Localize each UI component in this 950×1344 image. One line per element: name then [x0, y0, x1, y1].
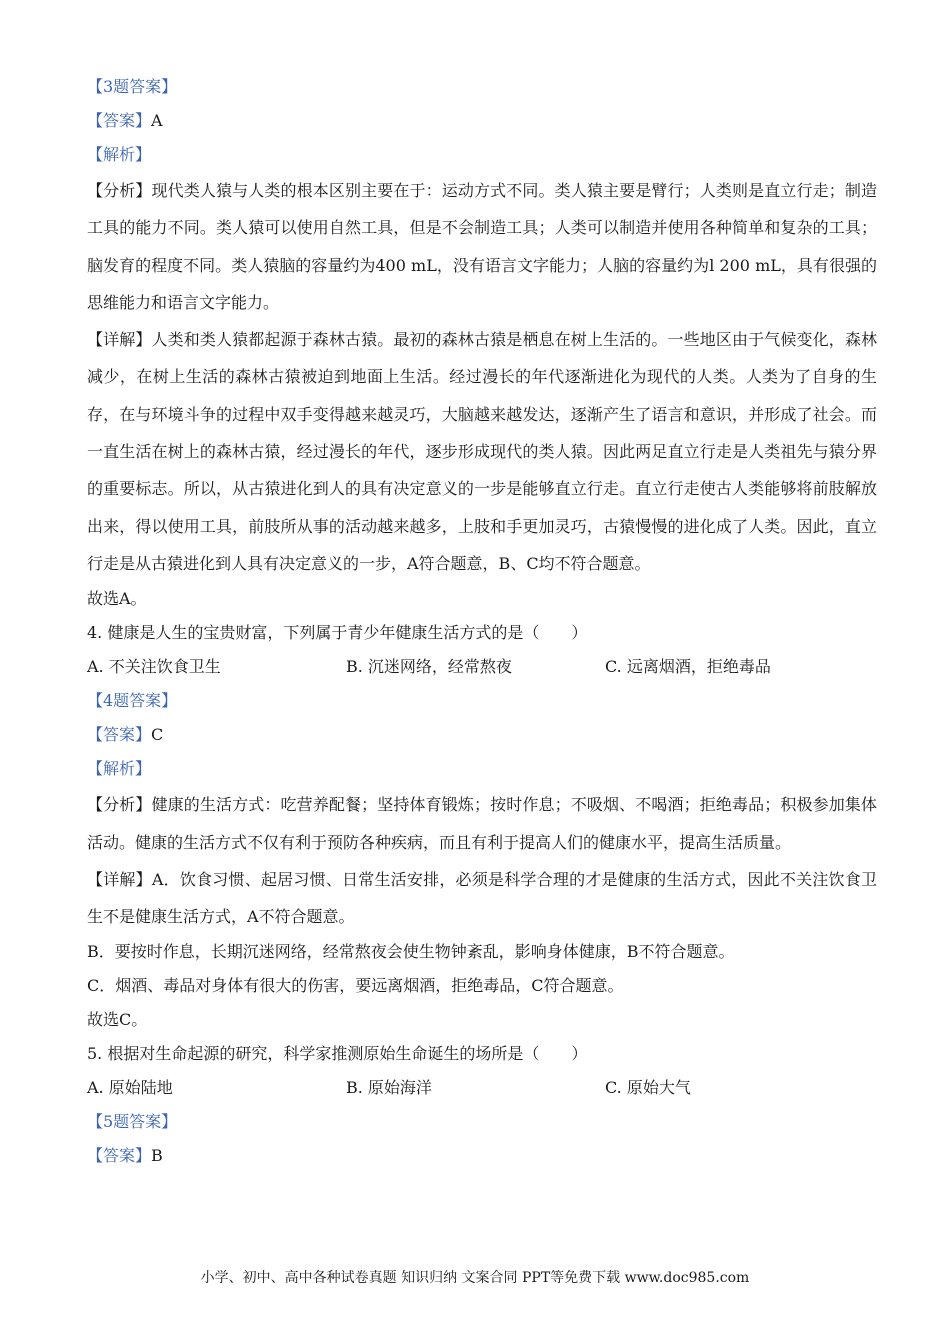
q4-options — [87, 650, 877, 684]
q3-conclusion: 故选A。 — [87, 589, 147, 609]
q3-fenxi-label: 【分析】 — [87, 181, 152, 200]
q5-options — [87, 1071, 877, 1105]
q4-fenxi-text: 健康的生活方式：吃营养配餐；坚持体育锻炼；按时作息；不吸烟、不喝酒；拒绝毒品；积极参加集体活动。健康的生活方式不仅有利于预防各种疾病，而且有利于提高人们的健康水平，提高生活质量。 — [87, 795, 877, 852]
q3-answer-header: 【3题答案】 — [87, 77, 178, 96]
q3-answer-value: A — [151, 111, 163, 130]
q3-answer-label: 【答案】 — [87, 111, 152, 130]
q5-option-a: A. 原始陆地 — [87, 1078, 173, 1098]
q4-answer-line — [87, 718, 877, 752]
q4-option-a: A. 不关注饮食卫生 — [87, 657, 221, 677]
q4-answer-value: C — [151, 725, 164, 745]
q3-fenxi-text: 现代类人猿与人类的根本区别主要在于：运动方式不同。类人猿主要是臂行；人类则是直立行走；制造工具的能力不同。类人猿可以使用自然工具，但是不会制造工具；人类可以制造并使用各种简单和复杂的工具；脑发育的程度不同。类人猿脑的容量约为400 mL，没有语言文字能力；人脑的容量约为l 200 mL，具有很强的思维能力和语言文字能力。 — [87, 181, 877, 312]
q4-xiangjie-paragraph — [87, 861, 877, 936]
q4-xiangjie-text: A．饮食习惯、起居习惯、日常生活安排，必须是科学合理的才是健康的生活方式，因此不关注饮食卫生不是健康生活方式，A不符合题意。 — [87, 869, 877, 927]
q5-answer-label: 【答案】 — [87, 1146, 152, 1166]
q5-option-b: B. 原始海洋 — [346, 1078, 432, 1098]
q4-fenxi-paragraph — [87, 786, 877, 861]
q5-answer-value: B — [151, 1146, 163, 1166]
q4-xiangjie-label: 【详解】 — [87, 869, 152, 889]
q4-question: 4. 健康是人生的宝贵财富，下列属于青少年健康生活方式的是（ ） — [87, 623, 588, 643]
q3-analysis-header: 【解析】 — [87, 145, 152, 164]
page-footer: 小学、初中、高中各种试卷真题 知识归纳 文案合同 PPT等免费下载 www.doc985.com — [200, 1270, 750, 1286]
q4-answer-header: 【4题答案】 — [87, 691, 178, 711]
q3-xiangjie-text: 人类和类人猿都起源于森林古猿。最初的森林古猿是栖息在树上生活的。一些地区由于气候变化，森林减少，在树上生活的森林古猿被迫到地面上生活。经过漫长的年代逐渐进化为现代的人类。人类为了自身的生存，在与环境斗争的过程中双手变得越来越灵巧，大脑越来越发达，逐渐产生了语言和意识，并形成了社会。而一直生活在树上的森林古猿，经过漫长的年代，逐步形成现代的类人猿。因此两足直立行走是人类祖先与猿分界的重要标志。所以，从古猿进化到人的具有决定意义的一步是能够直立行走。直立行走使古人类能够将前肢解放出来，得以使用工具，前肢所从事的活动越来越多，上肢和手更加灵巧，古猿慢慢的进化成了人类。因此，直立行走是从古猿进化到人具有决定意义的一步，A符合题意，B、C均不符合题意。 — [87, 330, 877, 573]
q3-xiangjie-label: 【详解】 — [87, 330, 152, 350]
q5-answer-header: 【5题答案】 — [87, 1112, 178, 1132]
q3-answer-line — [87, 104, 877, 138]
q4-fenxi-label: 【分析】 — [87, 795, 152, 815]
q4-option-b: B. 沉迷网络，经常熬夜 — [346, 657, 512, 677]
q4-detail-c: C．烟酒、毒品对身体有很大的伤害，要远离烟酒，拒绝毒品，C符合题意。 — [87, 976, 624, 996]
document-content — [87, 70, 877, 1173]
q3-fenxi-paragraph — [87, 172, 877, 321]
q4-analysis-header: 【解析】 — [87, 759, 152, 779]
q4-answer-label: 【答案】 — [87, 725, 152, 745]
q4-detail-b: B．要按时作息，长期沉迷网络，经常熬夜会使生物钟紊乱，影响身体健康，B不符合题意。 — [87, 942, 735, 962]
q4-conclusion: 故选C。 — [87, 1010, 148, 1030]
q3-xiangjie-paragraph — [87, 321, 877, 582]
q4-option-c: C. 远离烟酒，拒绝毒品 — [605, 657, 771, 677]
q5-question: 5. 根据对生命起源的研究，科学家推测原始生命诞生的场所是（ ） — [87, 1044, 588, 1064]
q5-answer-line — [87, 1139, 877, 1173]
q5-option-c: C. 原始大气 — [605, 1078, 691, 1098]
